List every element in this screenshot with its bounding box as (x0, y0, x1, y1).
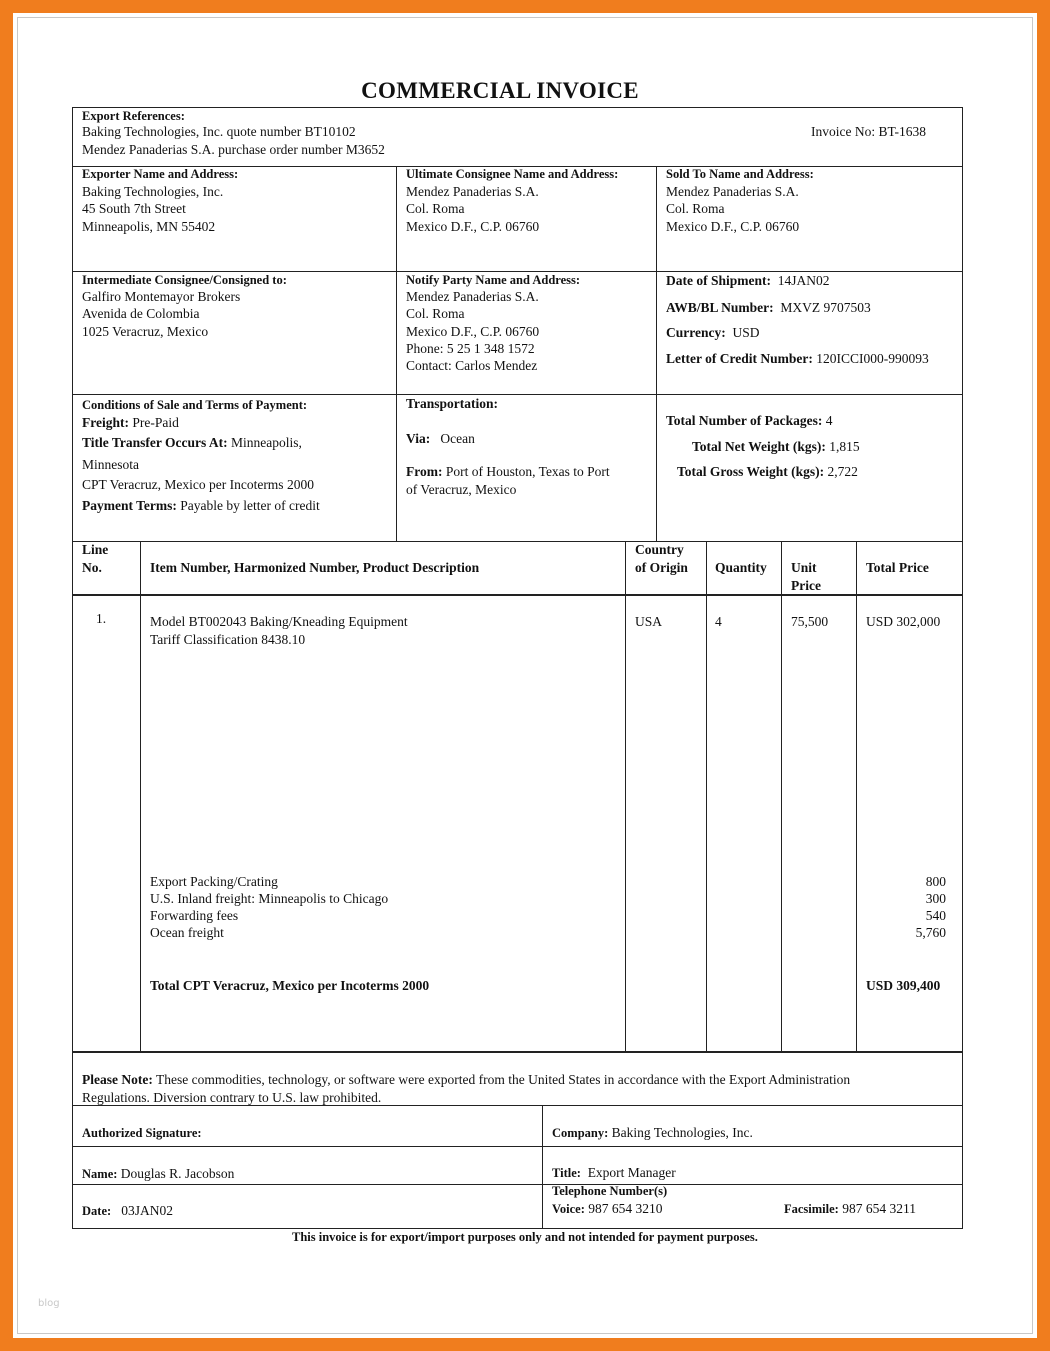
sold-to-line: Col. Roma (666, 201, 725, 216)
title-transfer (82, 434, 302, 451)
transportation-label: Transportation: (406, 396, 499, 411)
header-line-no: No. (82, 560, 102, 575)
row-unit-price: 75,500 (791, 614, 829, 629)
document-title: COMMERCIAL INVOICE (361, 78, 639, 103)
intermediate-consignee-label: Intermediate Consignee/Consigned to: (82, 273, 287, 287)
name-label: Name: (82, 1167, 118, 1181)
charge-label: Forwarding fees (150, 908, 239, 923)
header-country: Country (635, 542, 684, 557)
total-gross-weight-label: Total Gross Weight (kgs): (677, 464, 825, 479)
transport-from (406, 463, 610, 480)
via-label: Via: (406, 431, 431, 446)
total-net-weight-label: Total Net Weight (kgs): (692, 439, 826, 454)
export-note (82, 1071, 850, 1088)
charge-amount: 540 (925, 908, 946, 923)
exporter-label: Exporter Name and Address: (82, 167, 239, 181)
title-label: Title: (552, 1166, 581, 1180)
header-quantity: Quantity (715, 560, 767, 575)
awb-number-value: MXVZ 9707503 (780, 300, 871, 315)
title-transfer-value: Minneapolis, (230, 435, 302, 450)
currency-label: Currency: (666, 325, 726, 340)
voice-label: Voice: (552, 1202, 585, 1216)
conditions-label: Conditions of Sale and Terms of Payment: (82, 398, 308, 412)
row-total: USD 302,000 (866, 614, 941, 629)
payment-terms-value: Payable by letter of credit (180, 498, 320, 513)
ultimate-consignee-label: Ultimate Consignee Name and Address: (406, 167, 619, 181)
total-gross-weight-value: 2,722 (827, 464, 858, 479)
authorized-signature-label: Authorized Signature: (82, 1126, 202, 1140)
note-text-cont: Regulations. Diversion contrary to U.S. law prohibited. (82, 1090, 382, 1105)
intermediate-consignee-line: Avenida de Colombia (82, 306, 200, 321)
notify-party-contact: Contact: Carlos Mendez (406, 358, 538, 373)
date-label: Date: (82, 1204, 112, 1218)
fax-number (784, 1200, 916, 1218)
notify-party-label: Notify Party Name and Address: (406, 273, 581, 287)
charge-label: Export Packing/Crating (150, 874, 278, 889)
header-of-origin: of Origin (635, 560, 688, 575)
note-label: Please Note: (82, 1072, 153, 1087)
voice-number (552, 1200, 663, 1218)
transport-from-cont: of Veracruz, Mexico (406, 482, 517, 497)
currency (666, 324, 760, 341)
header-unit: Unit (791, 560, 817, 575)
cpt-terms: CPT Veracruz, Mexico per Incoterms 2000 (82, 477, 314, 492)
total-packages-value: 4 (825, 413, 833, 428)
charge-amount: 5,760 (915, 925, 946, 940)
charge-amount: 300 (925, 891, 946, 906)
charge-label: U.S. Inland freight: Minneapolis to Chicago (150, 891, 389, 906)
export-reference-po: Mendez Panaderias S.A. purchase order number M3652 (82, 142, 385, 157)
currency-value: USD (732, 325, 760, 340)
invoice-number: Invoice No: BT-1638 (811, 124, 926, 139)
row-line-number: 1. (96, 611, 107, 626)
row-description: Model BT002043 Baking/Kneading Equipment (150, 614, 408, 629)
charge-label: Ocean freight (150, 925, 224, 940)
payment-terms (82, 497, 320, 514)
transport-via (406, 430, 475, 447)
sold-to-line: Mendez Panaderias S.A. (666, 184, 799, 199)
ultimate-consignee-line: Mexico D.F., C.P. 06760 (406, 219, 540, 234)
payment-terms-label: Payment Terms: (82, 498, 177, 513)
from-value: Port of Houston, Texas to Port (445, 464, 610, 479)
shipment-date-value: 14JAN02 (777, 273, 830, 288)
header-item-description: Item Number, Harmonized Number, Product Description (150, 560, 480, 575)
ultimate-consignee-line: Mendez Panaderias S.A. (406, 184, 539, 199)
export-references-label: Export References: (82, 109, 185, 123)
letter-of-credit (666, 350, 929, 367)
exporter-line: Minneapolis, MN 55402 (82, 219, 216, 234)
fax-label: Facsimile: (784, 1202, 839, 1216)
shipment-date (666, 272, 830, 289)
awb-number-label: AWB/BL Number: (666, 300, 774, 315)
intermediate-consignee-line: Galfiro Montemayor Brokers (82, 289, 241, 304)
via-value: Ocean (440, 431, 475, 446)
awb-number (666, 299, 871, 316)
telephone-label: Telephone Number(s) (552, 1184, 668, 1198)
header-price: Price (791, 578, 821, 593)
fax-value: 987 654 3211 (842, 1201, 916, 1216)
grand-total-label: Total CPT Veracruz, Mexico per Incoterms 2000 (150, 978, 430, 993)
date-value: 03JAN02 (121, 1203, 174, 1218)
note-text: These commodities, technology, or software were exported from the United States in accordance with the Export Administration (155, 1072, 851, 1087)
signature-date (82, 1202, 173, 1220)
notify-party-line: Mendez Panaderias S.A. (406, 289, 539, 304)
sold-to-line: Mexico D.F., C.P. 06760 (666, 219, 800, 234)
title-transfer-label: Title Transfer Occurs At: (82, 435, 228, 450)
row-tariff: Tariff Classification 8438.10 (150, 632, 306, 647)
exporter-line: 45 South 7th Street (82, 201, 186, 216)
row-country: USA (635, 614, 663, 629)
total-net-weight (692, 438, 860, 455)
notify-party-line: Col. Roma (406, 306, 465, 321)
title-value: Export Manager (587, 1165, 676, 1180)
letter-of-credit-label: Letter of Credit Number: (666, 351, 813, 366)
export-reference-quote: Baking Technologies, Inc. quote number BT10102 (82, 124, 356, 139)
total-packages (666, 412, 833, 429)
row-quantity: 4 (715, 614, 722, 629)
header-total-price: Total Price (866, 560, 929, 575)
company-label: Company: (552, 1126, 609, 1140)
company (552, 1124, 753, 1142)
grand-total-value: USD 309,400 (866, 978, 941, 993)
voice-value: 987 654 3210 (588, 1201, 663, 1216)
charge-amount: 800 (925, 874, 946, 889)
sold-to-label: Sold To Name and Address: (666, 167, 814, 181)
letter-of-credit-value: 120ICCI000-990093 (816, 351, 929, 366)
company-value: Baking Technologies, Inc. (611, 1125, 753, 1140)
signer-title (552, 1164, 676, 1182)
from-label: From: (406, 464, 443, 479)
signer-name (82, 1165, 234, 1183)
total-net-weight-value: 1,815 (829, 439, 860, 454)
intermediate-consignee-line: 1025 Veracruz, Mexico (82, 324, 209, 339)
notify-party-line: Mexico D.F., C.P. 06760 (406, 324, 540, 339)
watermark: blog (38, 1298, 60, 1309)
title-transfer-value-cont: Minnesota (82, 457, 139, 472)
shipment-date-label: Date of Shipment: (666, 273, 771, 288)
header-line: Line (82, 542, 109, 557)
footer-disclaimer: This invoice is for export/import purposes only and not intended for payment purposes. (292, 1230, 758, 1244)
total-packages-label: Total Number of Packages: (666, 413, 823, 428)
freight-label: Freight: (82, 415, 129, 430)
exporter-line: Baking Technologies, Inc. (82, 184, 224, 199)
freight-value: Pre-Paid (132, 415, 179, 430)
name-value: Douglas R. Jacobson (120, 1166, 235, 1181)
notify-party-phone: Phone: 5 25 1 348 1572 (406, 341, 535, 356)
ultimate-consignee-line: Col. Roma (406, 201, 465, 216)
freight (82, 414, 179, 431)
total-gross-weight (677, 463, 858, 480)
